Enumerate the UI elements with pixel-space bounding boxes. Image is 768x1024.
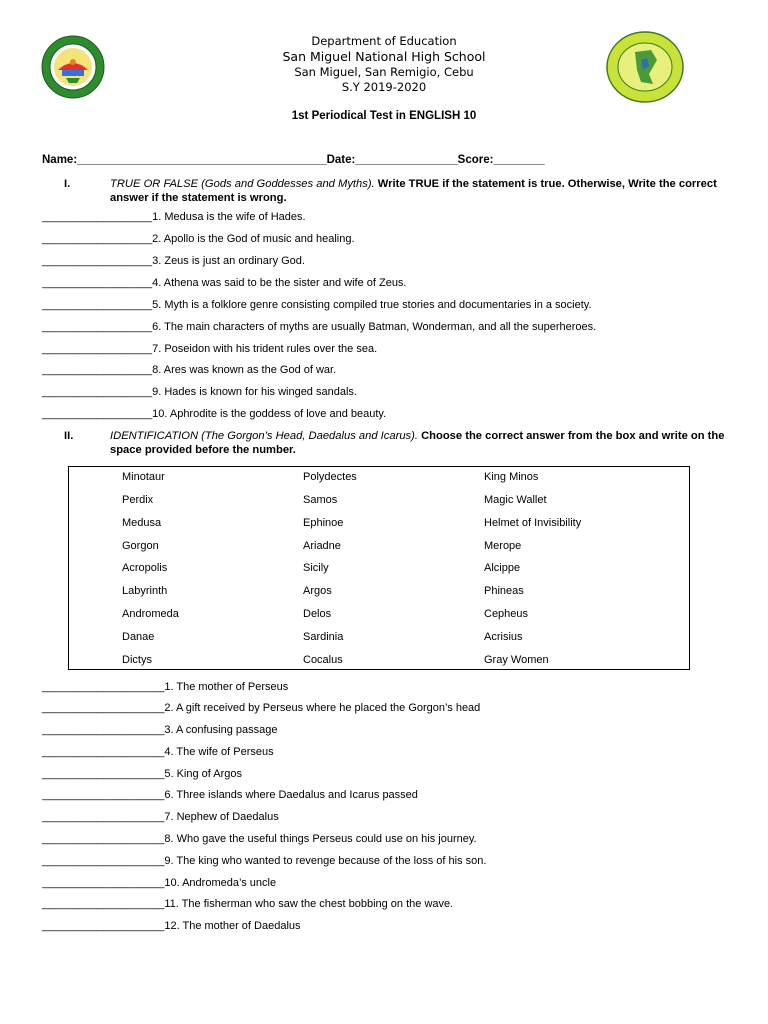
choice-cell: Sicily	[303, 562, 329, 574]
choice-cell: Cepheus	[484, 608, 529, 620]
choice-cell: Andromeda	[122, 608, 179, 620]
choice-cell: Samos	[303, 494, 338, 506]
document-header	[0, 34, 768, 95]
tf-item: __________________2. Apollo is the God of music and healing.	[42, 233, 355, 245]
section-2-title: IDENTIFICATION (The Gorgon’s Head, Daedalus and Icarus).	[110, 430, 418, 442]
id-item: ____________________12. The mother of Daedalus	[42, 920, 301, 932]
choice-cell: Dictys	[122, 654, 152, 666]
id-item: ____________________9. The king who wanted to revenge because of the loss of his son.	[42, 855, 487, 867]
choice-cell: Medusa	[122, 517, 162, 529]
id-item: ____________________10. Andromeda’s uncle	[42, 877, 277, 889]
id-item: ____________________3. A confusing passage	[42, 724, 278, 736]
school-year: S.Y 2019-2020	[341, 80, 427, 94]
section-2-header	[42, 429, 732, 457]
id-item: ____________________11. The fisherman who saw the chest bobbing on the wave.	[42, 898, 454, 910]
id-item: ____________________5. King of Argos	[42, 768, 243, 780]
choice-cell: Phineas	[484, 585, 524, 597]
choice-cell: Gray Women	[484, 654, 549, 666]
choice-cell: Acropolis	[122, 562, 168, 574]
choice-cell: Minotaur	[122, 471, 165, 483]
choice-cell: Acrisius	[484, 631, 523, 643]
choice-cell: Labyrinth	[122, 585, 168, 597]
choice-cell: Merope	[484, 540, 522, 552]
section-1-instruction: Write TRUE if the statement is true. Otherwise, Write the correct answer if the statement is wrong.	[110, 178, 717, 204]
id-item: ____________________6. Three islands where Daedalus and Icarus passed	[42, 789, 418, 801]
choice-cell: Alcippe	[484, 562, 521, 574]
choice-cell: Cocalus	[303, 654, 343, 666]
section-2-instruction: Choose the correct answer from the box and write on the space provided before the number.	[110, 430, 725, 456]
choice-cell: Delos	[303, 608, 332, 620]
choice-cell: Ariadne	[303, 540, 341, 552]
section-1-header	[42, 177, 732, 205]
choice-cell: Magic Wallet	[484, 494, 547, 506]
id-item: ____________________4. The wife of Perseus	[42, 746, 274, 758]
choice-cell: King Minos	[484, 471, 539, 483]
choice-cell: Argos	[303, 585, 332, 597]
choice-cell: Sardinia	[303, 631, 344, 643]
id-item: ____________________1. The mother of Perseus	[42, 681, 289, 693]
section-2-number: II.	[64, 430, 74, 442]
choice-cell: Ephinoe	[303, 517, 344, 529]
tf-item: __________________8. Ares was known as the God of war.	[42, 364, 337, 376]
tf-item: __________________10. Aphrodite is the goddess of love and beauty.	[42, 408, 387, 420]
id-item: ____________________2. A gift received by Perseus where he placed the Gorgon’s head	[42, 702, 481, 714]
tf-item: __________________9. Hades is known for his winged sandals.	[42, 386, 357, 398]
choice-cell: Polydectes	[303, 471, 357, 483]
id-item: ____________________8. Who gave the useful things Perseus could use on his journey.	[42, 833, 477, 845]
tf-item: __________________4. Athena was said to be the sister and wife of Zeus.	[42, 277, 407, 289]
tf-item: __________________3. Zeus is just an ordinary God.	[42, 255, 305, 267]
choice-cell: Perdix	[122, 494, 154, 506]
school-address: San Miguel, San Remigio, Cebu	[294, 65, 474, 79]
tf-item: __________________7. Poseidon with his trident rules over the sea.	[42, 343, 378, 355]
choice-cell: Gorgon	[122, 540, 159, 552]
tf-item: __________________5. Myth is a folklore genre consisting compiled true stories and documentaries in a society.	[42, 299, 592, 311]
section-1-title: TRUE OR FALSE (Gods and Goddesses and Myths).	[110, 178, 375, 190]
choice-cell: Helmet of Invisibility	[484, 517, 582, 529]
tf-item: __________________1. Medusa is the wife of Hades.	[42, 211, 306, 223]
section-1-number: I.	[64, 178, 71, 190]
department-line: Department of Education	[311, 34, 457, 48]
id-item: ____________________7. Nephew of Daedalus	[42, 811, 279, 823]
tf-item: __________________6. The main characters of myths are usually Batman, Wonderman, and all the superheroes.	[42, 321, 597, 333]
school-name: San Miguel National High School	[282, 49, 486, 64]
name-date-score-line: Name:_______________________________________Date:________________Score:________	[42, 154, 545, 166]
choice-cell: Danae	[122, 631, 155, 643]
test-title: 1st Periodical Test in ENGLISH 10	[291, 110, 477, 122]
